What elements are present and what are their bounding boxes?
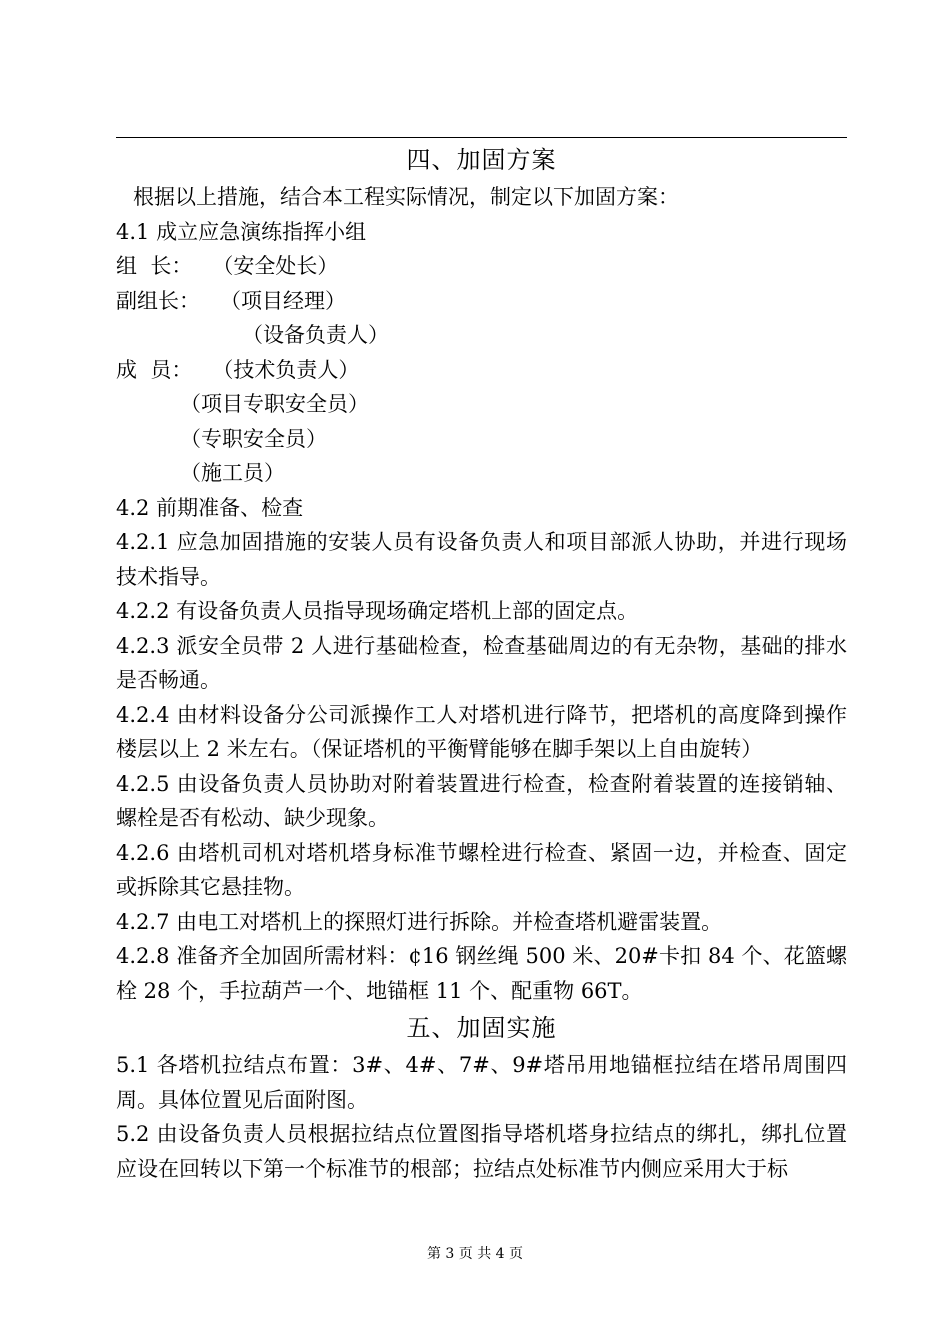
header-rule xyxy=(116,137,847,138)
section-heading-4: 四、加固方案 xyxy=(406,146,557,174)
paragraph-4-2-1: 4.2.1 应急加固措施的安装人员有设备负责人和项目部派人协助，并进行现场技术指导。 xyxy=(116,530,847,589)
leader-line: 组 长： （安全处长） xyxy=(116,254,339,278)
paragraph-4-2-2: 4.2.2 有设备负责人员指导现场确定塔机上部的固定点。 xyxy=(116,599,639,623)
member-line: 成 员： （技术负责人） xyxy=(116,357,360,382)
paragraph-4-2-7: 4.2.7 由电工对塔机上的探照灯进行拆除。并检查塔机避雷装置。 xyxy=(116,909,723,934)
paragraph-4-2-4: 4.2.4 由材料设备分公司派操作工人对塔机进行降节，把塔机的高度降到操作楼层以上 2 米左右。（保证塔机的平衡臂能够在脚手架以上自由旋转） xyxy=(116,702,847,761)
section-heading-5: 五、加固实施 xyxy=(406,1014,557,1042)
document-body xyxy=(116,140,847,1186)
deputy-line: 副组长： （项目经理） xyxy=(116,288,347,313)
page-number-footer: 第 3 页 共 4 页 xyxy=(426,1246,524,1262)
member-line-3: （专职安全员） xyxy=(180,426,327,451)
paragraph-5-2: 5.2 由设备负责人员根据拉结点位置图指导塔机塔身拉结点的绑扎，绑扎位置应设在回转以下第一个标准节的根部；拉结点处标准节内侧应采用大于标 xyxy=(116,1122,847,1181)
subsection-title-4-2: 4.2 前期准备、检查 xyxy=(116,495,304,520)
paragraph-5-1: 5.1 各塔机拉结点布置：3#、4#、7#、9#塔吊用地锚框拉结在塔吊周围四周。具体位置见后面附图。 xyxy=(116,1053,847,1112)
paragraph-4-2-6: 4.2.6 由塔机司机对塔机塔身标准节螺栓进行检查、紧固一边，并检查、固定或拆除其它悬挂物。 xyxy=(116,840,847,899)
deputy-line-2: （设备负责人） xyxy=(242,323,389,347)
paragraph-4-2-3: 4.2.3 派安全员带 2 人进行基础检查，检查基础周边的有无杂物，基础的排水是否畅通。 xyxy=(116,633,847,692)
member-line-4: （施工员） xyxy=(180,461,285,485)
paragraph-4-2-8: 4.2.8 准备齐全加固所需材料：¢16 钢丝绳 500 米、20#卡扣 84 个、花篮螺栓 28 个，手拉葫芦一个、地锚框 11 个、配重物 66T。 xyxy=(116,944,847,1003)
paragraph-4-2-5: 4.2.5 由设备负责人员协助对附着装置进行检查，检查附着装置的连接销轴、螺栓是否有松动、缺少现象。 xyxy=(116,771,847,830)
intro-paragraph: 根据以上措施，结合本工程实际情况，制定以下加固方案： xyxy=(133,185,679,209)
member-line-2: （项目专职安全员） xyxy=(180,392,369,416)
subsection-title-4-1: 4.1 成立应急演练指挥小组 xyxy=(116,219,367,244)
